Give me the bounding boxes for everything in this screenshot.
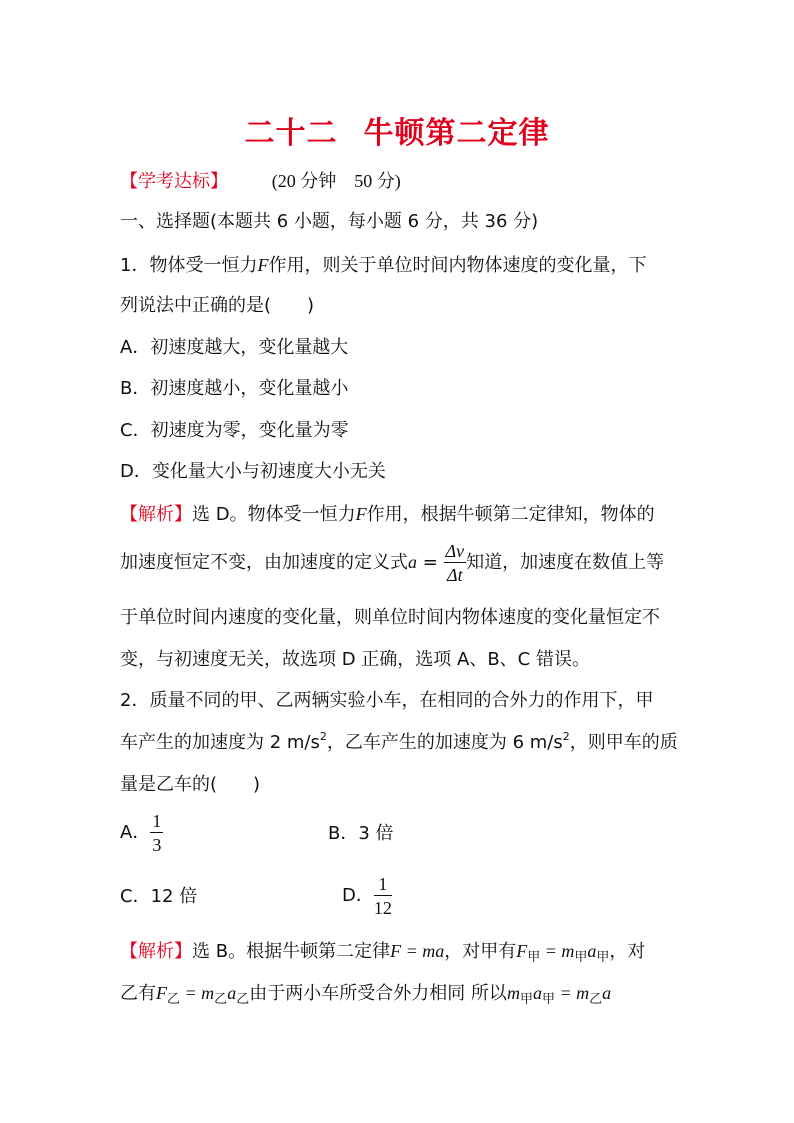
q2-option-b: B．3 倍 <box>328 823 394 844</box>
a2-line2: 乙有$F_乙 = m_乙a_乙$由于两小车所受合外力相同 所以$m_甲a_甲 = m_乙a$ <box>120 983 612 1007</box>
section-tag: 【学考达标】 <box>120 171 228 192</box>
q2-option-c: C．12 倍 <box>120 886 198 907</box>
lesson-number: 二十二 <box>244 116 338 151</box>
section-heading: 一、选择题(本题共 6 小题，每小题 6 分，共 36 分) <box>120 211 539 232</box>
a1-line2: 加速度恒定不变，由加速度的定义式a = $\frac{\Delta v}{\Delta t}$ 知道，加速度在数值上等 <box>120 541 665 585</box>
a1-line4: 变，与初速度无关，故选项 D 正确，选项 A、B、C 错误。 <box>120 649 590 670</box>
q2-option-a: A． $\frac{1}{3}$ <box>120 811 162 855</box>
a1-line1: 【解析】选 D。物体受一恒力F作用，根据牛顿第二定律知，物体的 <box>120 504 655 525</box>
analysis-tag: 【解析】 <box>120 504 192 525</box>
fraction-one-twelfth: $\frac{1}{12}$ <box>373 874 392 918</box>
q2-option-d: D． $\frac{1}{12}$ <box>342 874 392 918</box>
fraction-one-third: $\frac{1}{3}$ <box>152 811 162 855</box>
q2-stem-line1: 2．质量不同的甲、乙两辆实验小车，在相同的合外力的作用下，甲 <box>120 690 654 711</box>
q2-stem-line3: 量是乙车的( ) <box>120 774 261 795</box>
lesson-title <box>0 108 794 152</box>
q1-option-b: B．初速度越小，变化量越小 <box>120 378 349 399</box>
a2-line1: 【解析】选 B。根据牛顿第二定律F = ma，对甲有$F_甲 = m_甲a_甲$，对 <box>120 941 646 965</box>
q1-stem-line1: 1．物体受一恒力F作用，则关于单位时间内物体速度的变化量，下 <box>120 255 647 276</box>
acceleration-fraction: $\frac{\Delta v}{\Delta t}$ <box>445 541 465 585</box>
q1-option-a: A．初速度越大，变化量越大 <box>120 337 349 358</box>
a1-line3: 于单位时间内速度的变化量，则单位时间内物体速度的变化量恒定不 <box>120 607 660 628</box>
q2-stem-line2: 车产生的加速度为 2 $m/s^2$，乙车产生的加速度为 6 $m/s^2$，则甲车的质 <box>120 730 678 753</box>
lesson-name: 牛顿第二定律 <box>363 116 550 151</box>
q1-option-d: D．变化量大小与初速度大小无关 <box>120 461 386 482</box>
time-score: (20 分钟 50 分) <box>271 171 401 191</box>
analysis-tag-2: 【解析】 <box>120 941 192 962</box>
q1-option-c: C．初速度为零，变化量为零 <box>120 420 349 441</box>
exam-header <box>120 172 401 191</box>
q1-stem-line2: 列说法中正确的是( ) <box>120 295 315 316</box>
